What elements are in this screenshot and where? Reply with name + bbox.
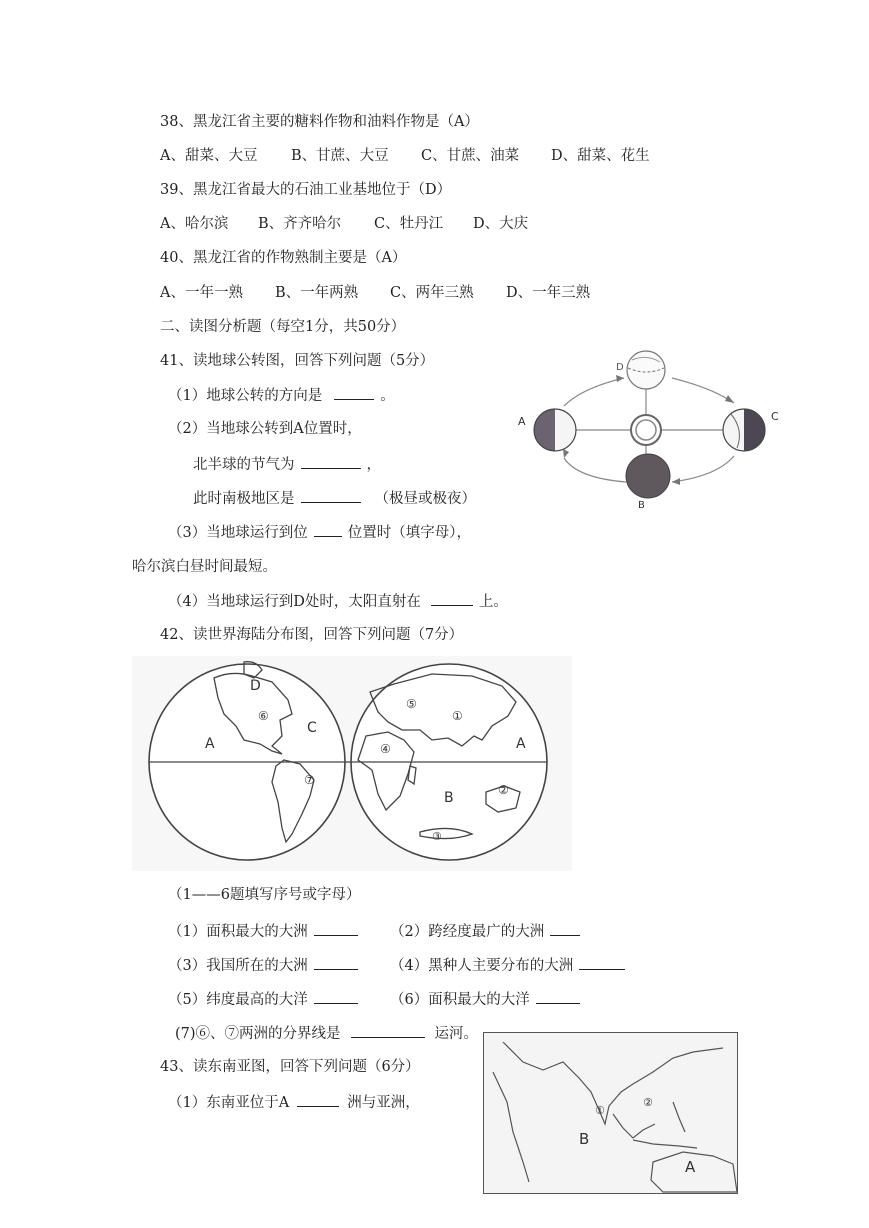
q43-part1-end: 洲与亚洲，: [347, 1095, 420, 1111]
q42-item1-text: （1）面积最大的大洲: [168, 924, 308, 940]
q42-blank-1[interactable]: [314, 921, 358, 936]
q43-stem: 43、读东南亚图，回答下列问题（6分）: [160, 1059, 420, 1075]
q42-stem: 42、读世界海陆分布图，回答下列问题（7分）: [160, 627, 464, 643]
q40-option-c: C、两年三熟: [390, 285, 474, 301]
q38-option-a: A、甜菜、大豆: [160, 148, 258, 164]
q40-stem: 40、黑龙江省的作物熟制主要是（A）: [160, 250, 407, 266]
label-a: A: [518, 415, 526, 428]
q42-row1: [168, 921, 586, 942]
q42-blank-5[interactable]: [314, 989, 358, 1004]
q41-part1-end: 。: [380, 388, 395, 404]
q41-antarctic-hint: （极昼或极夜）: [374, 491, 476, 507]
q39-option-b: B、齐齐哈尔: [258, 216, 342, 232]
earth-b: [626, 454, 670, 498]
label-b: B: [638, 500, 645, 511]
q42-item6-text: （6）面积最大的大洋: [390, 992, 530, 1008]
q39-option-c: C、牡丹江: [374, 216, 444, 232]
q41-part4-end: 上。: [478, 594, 508, 610]
arrow-a: [563, 449, 569, 458]
q41-part4: [168, 591, 508, 612]
q42-item1: [168, 921, 390, 942]
q41-blank-1[interactable]: [334, 385, 374, 400]
map-label-7: ⑦: [304, 773, 315, 787]
orbit-arc-ab: [564, 458, 626, 482]
q42-item3: [168, 955, 390, 976]
q42-blank-3[interactable]: [314, 955, 358, 970]
q43-part1: [168, 1092, 420, 1113]
q41-part1-text: （1）地球公转的方向是: [168, 388, 323, 404]
revolution-diagram: [512, 348, 782, 516]
q41-antarctic-text: 此时南极地区是: [193, 491, 295, 507]
q41-solar-term-text: 北半球的节气为: [193, 457, 295, 473]
q42-blank-2[interactable]: [550, 921, 580, 936]
q38-options: [160, 146, 650, 166]
map-label-a-west: A: [205, 736, 215, 752]
orbit-arc-bc: [672, 456, 734, 482]
map-label-3: ③: [432, 830, 442, 843]
arrow-c: [725, 395, 734, 403]
earth-a: [534, 409, 576, 451]
map-label-4: ④: [380, 742, 391, 756]
q42-item5-text: （5）纬度最高的大洋: [168, 992, 308, 1008]
q38-option-c: C、甘蔗、油菜: [421, 148, 520, 164]
q42-item7-end: 运河。: [434, 1026, 479, 1042]
map-label-6: ⑥: [258, 709, 269, 723]
map-label-5: ⑤: [406, 697, 417, 711]
q41-part3-text: （3）当地球运行到位: [168, 525, 308, 541]
q40-option-b: B、一年两熟: [275, 285, 359, 301]
world-map: [132, 656, 572, 871]
sea-map-label-2: ②: [643, 1096, 653, 1109]
q41-part2: （2）当地球公转到A位置时，: [168, 421, 362, 437]
q42-item4-text: （4）黑种人主要分布的大洲: [390, 958, 574, 974]
q42-item2-text: （2）跨经度最广的大洲: [390, 924, 545, 940]
q41-part2-antarctic: [193, 488, 476, 509]
q41-stem: 41、读地球公转图，回答下列问题（5分）: [160, 353, 435, 369]
q42-blank-4[interactable]: [579, 955, 625, 970]
q41-blank-5[interactable]: [431, 591, 473, 606]
q41-part1: [168, 385, 395, 406]
q42-item2: [390, 924, 586, 940]
earth-c: [723, 409, 765, 451]
q42-blank-6[interactable]: [536, 989, 580, 1004]
q39-options: [160, 214, 528, 234]
q41-blank-4[interactable]: [314, 522, 342, 537]
q38-stem: 38、黑龙江省主要的糖料作物和油料作物是（A）: [160, 114, 479, 130]
q41-part3-cont: 哈尔滨白昼时间最短。: [132, 559, 277, 575]
q41-blank-2[interactable]: [301, 454, 361, 469]
map-label-2: ②: [498, 783, 509, 797]
q43-blank-1[interactable]: [297, 1092, 339, 1107]
q41-part2-solar-term: [193, 454, 381, 475]
q39-option-a: A、哈尔滨: [160, 216, 229, 232]
q42-row2: [168, 955, 631, 976]
arrow-b: [672, 478, 680, 485]
map-label-a-east: A: [516, 736, 526, 752]
q42-item4: [390, 958, 631, 974]
section-title: 二、读图分析题（每空1分，共50分）: [160, 319, 406, 335]
q41-solar-term-end: ，: [366, 457, 381, 473]
q42-note: （1——6题填写序号或字母）: [168, 887, 361, 903]
southeast-asia-map: [483, 1032, 738, 1194]
q42-blank-7[interactable]: [351, 1023, 425, 1038]
q40-option-d: D、一年三熟: [506, 285, 591, 301]
sun: [631, 415, 661, 445]
q41-part3: [168, 522, 471, 543]
sea-map-label-1: ①: [595, 1104, 605, 1117]
arrow-d: [616, 375, 624, 382]
map-label-c: C: [307, 720, 317, 736]
map-label-1: ①: [452, 709, 463, 723]
label-d: D: [616, 362, 624, 373]
q40-option-a: A、一年一熟: [160, 285, 243, 301]
q43-part1-text: （1）东南亚位于A: [168, 1095, 290, 1111]
q38-option-b: B、甘蔗、大豆: [291, 148, 389, 164]
q41-part4-text: （4）当地球运行到D处时，太阳直射在: [168, 594, 421, 610]
q41-blank-3[interactable]: [301, 488, 361, 503]
sea-map-label-a: A: [685, 1158, 696, 1176]
q41-part3-hint: 位置时（填字母），: [347, 525, 471, 541]
q42-row4: [175, 1023, 478, 1044]
q39-stem: 39、黑龙江省最大的石油工业基地位于（D）: [160, 182, 452, 198]
map-label-d: D: [250, 678, 261, 694]
q38-option-d: D、甜菜、花生: [551, 148, 650, 164]
orbit-arc-da: [564, 378, 624, 406]
q42-item5: [168, 989, 390, 1010]
q42-row3: [168, 989, 586, 1010]
q42-item7-text: (7)⑥、⑦两洲的分界线是: [175, 1026, 341, 1042]
earth-d: [627, 351, 665, 389]
sea-map-label-b: B: [579, 1130, 590, 1148]
q42-item6: [390, 992, 586, 1008]
label-c: C: [771, 410, 779, 423]
q39-option-d: D、大庆: [473, 216, 529, 232]
q40-options: [160, 283, 590, 303]
q42-item3-text: （3）我国所在的大洲: [168, 958, 308, 974]
map-label-b: B: [444, 790, 454, 806]
orbit-arc-dc: [672, 378, 734, 403]
